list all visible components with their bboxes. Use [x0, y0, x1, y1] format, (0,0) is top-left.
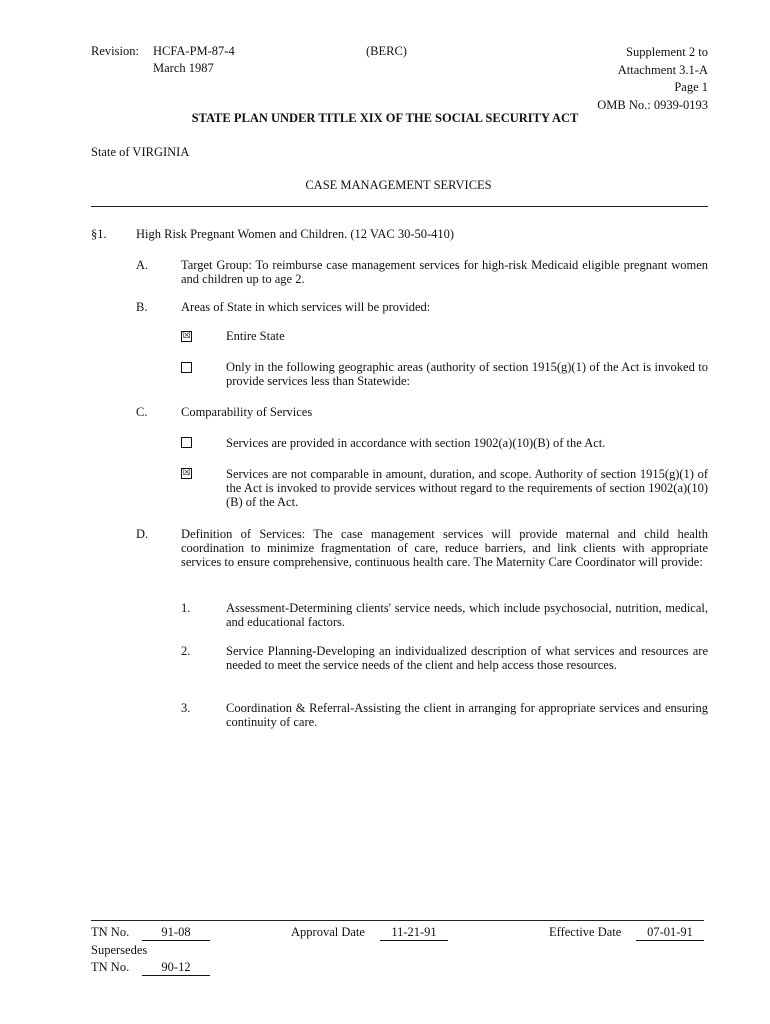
item-a-text: Target Group: To reimburse case management services for high-risk Medicaid eligible pregnant women and children up to age 2. — [181, 258, 708, 286]
item-a-label: A. — [136, 258, 149, 272]
section-title: CASE MANAGEMENT SERVICES — [305, 178, 492, 192]
approval-date-label: Approval Date — [291, 925, 365, 939]
geographic-areas-text: Only in the following geographic areas (authority of section 1915(g)(1) of the Act is invoked to provide services less than Statewide: — [226, 360, 708, 388]
list-item-number: 2. — [181, 644, 191, 658]
item-c-text: Comparability of Services — [181, 405, 313, 419]
geographic-areas-checkbox[interactable] — [181, 362, 192, 373]
header-supplement: Supplement 2 to — [626, 45, 708, 59]
tn2-label: TN No. — [91, 960, 130, 974]
section-divider — [91, 206, 708, 207]
section-heading: High Risk Pregnant Women and Children. (12 VAC 30-50-410) — [136, 227, 455, 241]
revision-label: Revision: — [91, 44, 139, 58]
comparable-services-checkbox[interactable] — [181, 437, 192, 448]
list-item-text: Assessment-Determining clients' service needs, which include psychosocial, nutrition, medical, and educational factors. — [226, 601, 708, 629]
entire-state-label: Entire State — [226, 329, 285, 343]
tn2-value: 90-12 — [142, 960, 210, 976]
item-d-label: D. — [136, 527, 149, 541]
revision-date: March 1987 — [153, 61, 214, 75]
document-title: STATE PLAN UNDER TITLE XIX OF THE SOCIAL SECURITY ACT — [191, 111, 579, 125]
revision-value: HCFA-PM-87-4 — [153, 44, 235, 58]
header-right-block — [597, 44, 708, 114]
item-b-label: B. — [136, 300, 148, 314]
footer-divider — [91, 920, 704, 921]
list-item-text: Service Planning-Developing an individualized description of what services and resources are needed to meet the service needs of the client and help access those resources. — [226, 644, 708, 672]
header-page: Page 1 — [674, 80, 708, 94]
item-c-label: C. — [136, 405, 148, 419]
comparable-services-text: Services are provided in accordance with section 1902(a)(10)(B) of the Act. — [226, 436, 606, 450]
state-name: State of VIRGINIA — [91, 145, 190, 159]
header-attachment: Attachment 3.1-A — [617, 62, 708, 77]
item-d-text: Definition of Services: The case management services will provide maternal and child health coordination to minimize fragmentation of care, reduce barriers, and link clients with appropriate services to ensure comprehensive, continuous health care. The Maternity Care Coordinator will provide: — [181, 527, 708, 569]
list-item-text: Coordination & Referral-Assisting the client in arranging for appropriate services and ensuring continuity of care. — [226, 701, 708, 729]
header-omb: OMB No.: 0939-0193 — [597, 97, 708, 112]
entire-state-checkbox[interactable]: ☒ — [182, 331, 191, 341]
list-item-number: 3. — [181, 701, 191, 715]
not-comparable-text: Services are not comparable in amount, duration, and scope. Authority of section 1915(g)(1) of the Act is invoked to provide services without regard to the requirements of section 1902(a)(10)(B) of the Act. — [226, 467, 708, 509]
supersedes-label: Supersedes — [91, 943, 148, 957]
effective-date-label: Effective Date — [549, 925, 622, 939]
effective-date-value: 07-01-91 — [636, 925, 704, 941]
approval-date-value: 11-21-91 — [380, 925, 448, 941]
section-number: §1. — [91, 227, 107, 241]
header-center: (BERC) — [366, 44, 407, 58]
item-b-text: Areas of State in which services will be provided: — [181, 300, 431, 314]
tn-label: TN No. — [91, 925, 130, 939]
tn-value: 91-08 — [142, 925, 210, 941]
not-comparable-checkbox[interactable]: ☒ — [182, 468, 191, 478]
list-item-number: 1. — [181, 601, 191, 615]
